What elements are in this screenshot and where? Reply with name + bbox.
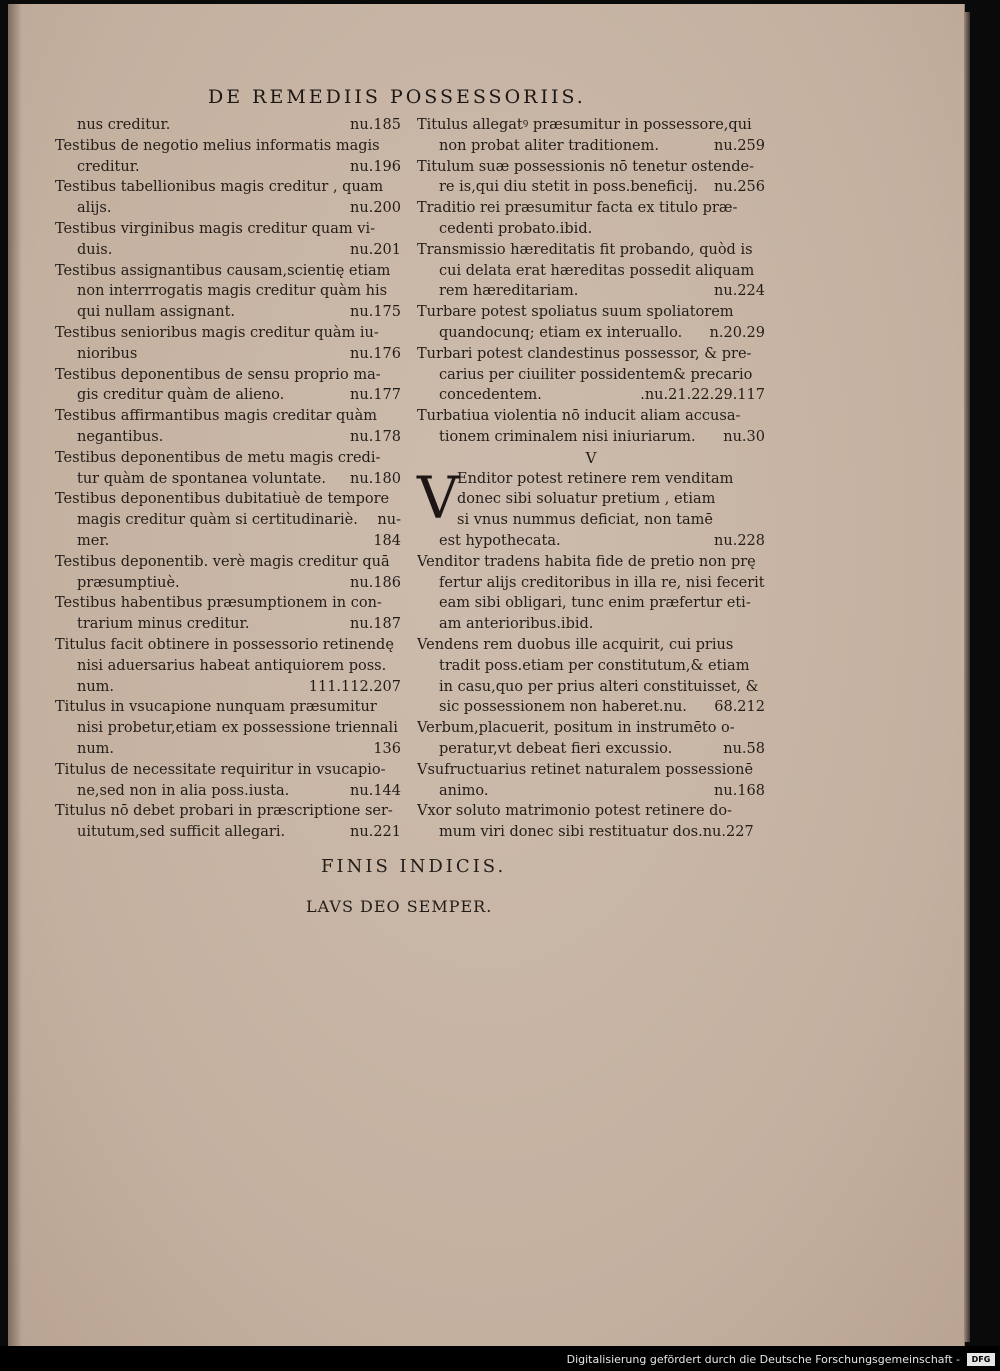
index-entry-line	[55, 406, 401, 427]
entry-reference	[757, 302, 765, 323]
index-entry-line	[417, 198, 765, 219]
entry-reference	[393, 801, 401, 822]
entry-text: duis.	[77, 241, 113, 258]
index-entry-line	[55, 760, 401, 781]
entry-text: cui delata erat hæreditas possedit aliquam	[439, 262, 755, 279]
entry-reference: nu.224	[714, 283, 765, 300]
index-entry-line	[55, 614, 401, 635]
entry-text: si vnus nummus deficiat, non tamē	[457, 512, 713, 529]
entry-text: Titulus allegatꝰ præsumitur in possessore,qui	[417, 117, 752, 133]
index-entry-line	[55, 656, 401, 677]
entry-reference	[394, 635, 401, 656]
index-entry-line	[55, 801, 401, 822]
index-entry-line	[55, 115, 401, 136]
index-entry-line	[55, 198, 401, 219]
entry-reference: 136	[373, 740, 401, 757]
entry-text: am anterioribus.ibid.	[439, 616, 594, 633]
entry-text: Venditor tradens habita fide de pretio non prę	[417, 553, 756, 570]
entry-reference	[393, 760, 401, 781]
entry-text: magis creditur quàm si certitudinariè.	[77, 512, 358, 529]
entry-text: qui nullam assignant.	[77, 304, 236, 321]
entry-text: nisi aduersarius habeat antiquiorem poss.	[77, 657, 387, 674]
entry-reference: nu.30	[723, 428, 765, 445]
index-entry-line	[417, 510, 765, 531]
entry-text: Turbatiua violentia nō inducit aliam accusa-	[417, 408, 741, 425]
entry-reference: nu.185	[350, 117, 401, 133]
entry-text: Enditor potest retinere rem venditam	[457, 470, 734, 487]
entry-text: Testibus deponentibus dubitatiuè de tempore	[55, 491, 390, 508]
entry-reference	[757, 406, 765, 427]
index-entry-line	[417, 635, 765, 656]
entry-text: Transmissio hæreditatis fit probando, quòd is	[417, 241, 753, 258]
entry-text: mer.	[77, 532, 110, 549]
entry-text: Titulus nō debet probari in præscriptione ser-	[55, 803, 393, 820]
entry-reference: nu.186	[350, 574, 401, 591]
entry-text: gis creditur quàm de alieno.	[77, 387, 285, 404]
index-entry-line	[55, 281, 401, 302]
index-entry-line	[55, 261, 401, 282]
entry-reference	[757, 365, 765, 386]
entry-text: peratur,vt debeat fieri excussio.	[439, 740, 673, 757]
entry-reference	[393, 219, 401, 240]
entry-reference	[393, 406, 401, 427]
entry-reference: nu.177	[350, 387, 401, 404]
entry-text: Vendens rem duobus ille acquirit, cui prius	[417, 636, 734, 653]
entry-text: Testibus tabellionibus magis creditur , quam	[55, 179, 384, 196]
entry-text: num.	[77, 740, 115, 757]
entry-text: Testibus deponentibus de sensu proprio ma-	[55, 366, 381, 383]
index-entry-line	[55, 489, 401, 510]
entry-text: carius per ciuiliter possidentem& precario	[439, 366, 753, 383]
entry-text: Titulus de necessitate requiritur in vsucapio-	[55, 761, 386, 778]
entry-reference: nu.196	[350, 158, 401, 175]
entry-reference	[757, 593, 765, 614]
index-entry-line	[417, 261, 765, 282]
index-entry-line	[55, 739, 401, 760]
entry-text: num.	[77, 678, 115, 695]
dropcap: V	[417, 463, 459, 532]
entry-text: Traditio rei præsumitur facta ex titulo præ-	[417, 200, 738, 217]
section-letter: V	[585, 448, 597, 467]
entry-text: Testibus de negotio melius informatis magis	[55, 137, 380, 154]
finis-heading: FINIS INDICIS.	[321, 856, 507, 877]
entry-reference	[757, 261, 765, 282]
index-entry-line	[55, 781, 401, 802]
entry-reference	[757, 344, 765, 365]
index-entry-line	[55, 177, 401, 198]
entry-text: Vxor soluto matrimonio potest retinere do-	[417, 803, 733, 820]
index-entry-line	[417, 489, 765, 510]
entry-reference	[757, 219, 765, 240]
entry-reference	[759, 677, 765, 698]
index-entry-line	[55, 448, 401, 469]
index-entry-line	[55, 573, 401, 594]
entry-text: trarium minus creditur.	[77, 616, 250, 633]
entry-text: fertur alijs creditoribus in illa re, nisi fecerit	[439, 574, 765, 591]
entry-text: eam sibi obligari, tunc enim præfertur eti-	[439, 595, 751, 612]
index-entry-line	[417, 427, 765, 448]
entry-text: Testibus virginibus magis creditur quam vi-	[55, 220, 376, 237]
entry-text: non probat aliter traditionem.	[439, 137, 659, 154]
index-entry-line	[417, 323, 765, 344]
entry-text: Verbum,placuerit, positum in instrumēto o-	[417, 720, 735, 737]
entry-reference	[398, 718, 401, 739]
index-column-left	[55, 115, 401, 843]
entry-reference	[393, 697, 401, 718]
entry-text: rem hæreditariam.	[439, 283, 579, 300]
entry-text: in casu,quo per prius alteri constituisset, &	[439, 678, 759, 695]
entry-text: tur quàm de spontanea voluntate.	[77, 470, 326, 487]
entry-reference: 68.212	[714, 699, 765, 716]
entry-text: Turbare potest spoliatus suum spoliatorem	[417, 304, 734, 321]
index-entry-line	[417, 593, 765, 614]
entry-reference: nu.187	[350, 616, 401, 633]
entry-text: quandocunq; etiam ex interuallo.	[439, 324, 683, 341]
index-entry-line	[417, 281, 765, 302]
index-entry-line	[417, 157, 765, 178]
digitization-footer	[0, 1346, 1000, 1371]
index-entry-line	[55, 635, 401, 656]
running-head: DE REMEDIIS POSSESSORIIS.	[208, 86, 586, 108]
right-column-entries-v	[417, 531, 765, 843]
entry-reference: nu.201	[350, 241, 401, 258]
index-entry-line	[55, 593, 401, 614]
index-entry-line	[55, 136, 401, 157]
index-entry-line	[55, 697, 401, 718]
index-entry-line	[417, 760, 765, 781]
index-entry-line	[417, 781, 765, 802]
entry-reference: 111.112.207	[308, 678, 401, 695]
index-entry-line	[417, 697, 765, 718]
index-entry-line	[417, 302, 765, 323]
index-entry-line	[417, 136, 765, 157]
entry-text: est hypothecata.	[439, 532, 561, 549]
index-entry-line	[417, 718, 765, 739]
entry-text: Testibus assignantibus causam,scientię etiam	[55, 262, 391, 279]
entry-text: nioribus	[77, 345, 138, 362]
entry-reference	[757, 198, 765, 219]
entry-text: tradit poss.etiam per constitutum,& etiam	[439, 657, 750, 674]
entry-reference	[393, 593, 401, 614]
entry-text: Titulus facit obtinere in possessorio retinendę	[55, 636, 394, 653]
entry-reference: nu.221	[350, 824, 401, 841]
index-entry-line	[417, 469, 765, 490]
entry-text: donec sibi soluatur pretium , etiam	[457, 491, 716, 508]
index-entry-line	[55, 552, 401, 573]
entry-reference	[757, 510, 765, 531]
entry-reference	[393, 365, 401, 386]
index-entry-line	[417, 656, 765, 677]
index-entry-line	[55, 469, 401, 490]
entry-reference: .nu.21.22.29.117	[640, 387, 765, 404]
index-entry-line	[417, 801, 765, 822]
index-entry-line	[417, 739, 765, 760]
entry-reference: nu-	[377, 512, 401, 529]
entry-reference	[393, 656, 401, 677]
entry-reference	[757, 635, 765, 656]
index-entry-line	[417, 177, 765, 198]
index-entry-line	[417, 677, 765, 698]
index-entry-line	[55, 240, 401, 261]
entry-reference: nu.168	[714, 782, 765, 799]
entry-text: creditur.	[77, 158, 140, 175]
entry-reference	[757, 801, 765, 822]
entry-text: Titulus in vsucapione nunquam præsumitur	[55, 699, 377, 716]
index-entry-line	[55, 323, 401, 344]
entry-text: tionem criminalem nisi iniuriarum.	[439, 428, 696, 445]
entry-reference	[393, 552, 401, 573]
footer-credit: Digitalisierung gefördert durch die Deutsche Forschungsgemeinschaft -	[566, 1353, 960, 1366]
index-entry-line	[55, 344, 401, 365]
index-entry-line	[55, 427, 401, 448]
entry-reference	[393, 281, 401, 302]
index-entry-line	[55, 718, 401, 739]
entry-reference: nu.180	[350, 470, 401, 487]
index-entry-line	[417, 614, 765, 635]
entry-text: alijs.	[77, 200, 112, 217]
index-entry-line	[55, 822, 401, 843]
entry-reference	[757, 157, 765, 178]
entry-reference: nu.175	[350, 304, 401, 321]
entry-reference: nu.178	[350, 428, 401, 445]
entry-text: Testibus habentibus præsumptionem in con-	[55, 595, 382, 612]
entry-reference: n.20.29	[709, 324, 765, 341]
index-entry-line	[417, 385, 765, 406]
dfg-logo: DFG	[967, 1353, 995, 1366]
entry-reference: nu.144	[350, 782, 401, 799]
entry-reference	[757, 115, 765, 136]
index-entry-line	[55, 510, 401, 531]
index-entry-line	[55, 365, 401, 386]
index-entry-line	[417, 531, 765, 552]
entry-reference: nu.228	[714, 532, 765, 549]
entry-text: Testibus deponentibus de metu magis credi-	[55, 449, 381, 466]
entry-text: non interrrogatis magis creditur quàm his	[77, 283, 388, 300]
index-entry-line	[55, 385, 401, 406]
entry-reference	[757, 822, 765, 843]
entry-text: cedenti probato.ibid.	[439, 220, 593, 237]
index-entry-line	[417, 822, 765, 843]
laus-line: LAVS DEO SEMPER.	[306, 897, 493, 916]
gutter-shadow	[8, 4, 22, 1346]
entry-text: sic possessionem non haberet.nu.	[439, 699, 687, 716]
entry-text: Turbari potest clandestinus possessor, & pre-	[417, 345, 752, 362]
index-entry-line	[417, 406, 765, 427]
entry-reference: nu.200	[350, 200, 401, 217]
right-column-entries-t	[417, 115, 765, 448]
entry-reference	[757, 469, 765, 490]
entry-text: mum viri donec sibi restituatur dos.nu.227	[439, 824, 754, 841]
entry-reference: 184	[373, 532, 401, 549]
entry-reference	[393, 489, 401, 510]
entry-reference	[393, 261, 401, 282]
entry-reference	[757, 614, 765, 635]
entry-reference	[757, 489, 765, 510]
index-entry-line	[55, 677, 401, 698]
entry-reference	[757, 656, 765, 677]
index-entry-line	[417, 573, 765, 594]
index-entry-line	[417, 365, 765, 386]
index-entry-line	[55, 531, 401, 552]
entry-text: Vsufructuarius retinet naturalem possessionē	[417, 761, 754, 778]
entry-reference	[757, 718, 765, 739]
entry-text: Testibus affirmantibus magis creditar quàm	[55, 408, 378, 425]
index-entry-line	[417, 552, 765, 573]
entry-reference: nu.259	[714, 137, 765, 154]
entry-text: negantibus.	[77, 428, 164, 445]
page-edge	[964, 12, 970, 1342]
entry-reference: nu.176	[350, 345, 401, 362]
index-entry-line	[55, 157, 401, 178]
entry-reference	[393, 177, 401, 198]
entry-text: præsumptiuè.	[77, 574, 180, 591]
entry-reference	[757, 760, 765, 781]
entry-text: Titulum suæ possessionis nō tenetur ostende-	[417, 158, 754, 175]
entry-reference: nu.256	[714, 179, 765, 196]
entry-text: re is,qui diu stetit in poss.beneficij.	[439, 179, 698, 196]
entry-reference	[393, 323, 401, 344]
entry-text: concedentem.	[439, 387, 542, 404]
index-entry-line	[55, 302, 401, 323]
entry-text: uitutum,sed sufficit allegari.	[77, 824, 286, 841]
entry-text: Testibus deponentib. verè magis creditur quā	[55, 553, 390, 570]
entry-text: animo.	[439, 782, 489, 799]
index-entry-line	[417, 115, 765, 136]
entry-reference	[757, 552, 765, 573]
entry-reference: nu.58	[723, 740, 765, 757]
book-page	[8, 4, 965, 1346]
entry-reference	[757, 240, 765, 261]
index-column-right	[417, 115, 765, 843]
entry-reference	[393, 448, 401, 469]
index-entry-line	[55, 219, 401, 240]
entry-text: ne,sed non in alia poss.iusta.	[77, 782, 290, 799]
entry-text: nisi probetur,etiam ex possessione triennali	[77, 720, 398, 737]
entry-text: nus creditur.	[77, 117, 171, 133]
index-entry-line	[417, 219, 765, 240]
index-entry-line	[417, 240, 765, 261]
dropcap-block	[417, 463, 765, 532]
entry-reference	[393, 136, 401, 157]
entry-text: Testibus senioribus magis creditur quàm iu-	[55, 324, 379, 341]
index-entry-line	[417, 344, 765, 365]
